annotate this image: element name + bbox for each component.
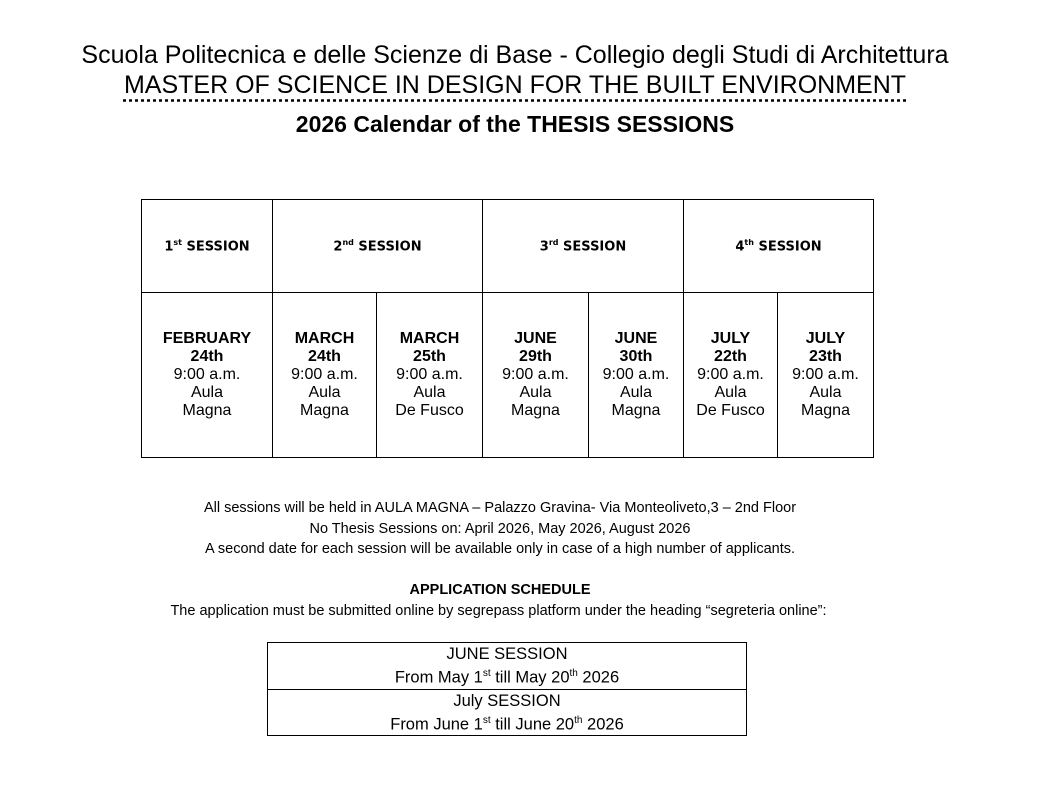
session-header-2: 2nd SESSION (273, 200, 483, 293)
session-date-cell: JULY 22th 9:00 a.m. Aula De Fusco (684, 293, 778, 458)
application-cell: JUNE SESSION From May 1st till May 20th 2026 (268, 643, 747, 690)
application-cell: July SESSION From June 1st till June 20th 2026 (268, 689, 747, 736)
program-title-text: MASTER OF SCIENCE IN DESIGN FOR THE BUILT ENVIRONMENT (123, 71, 907, 99)
second-date-note: A second date for each session will be available only in case of a high number of applicants. (204, 541, 796, 557)
session-date-cell: MARCH 25th 9:00 a.m. Aula De Fusco (377, 293, 483, 458)
session-header-4: 4th SESSION (684, 200, 874, 293)
application-description: The application must be submitted online by segrepass platform under the heading “segreteria online”: (170, 603, 827, 619)
sessions-table (141, 199, 874, 458)
session-date-cell: JUNE 29th 9:00 a.m. Aula Magna (483, 293, 589, 458)
school-title: Scuola Politecnica e delle Scienze di Base - Collegio degli Studi di Architettura (81, 41, 949, 69)
application-row (268, 643, 747, 690)
session-date-cell: JUNE 30th 9:00 a.m. Aula Magna (589, 293, 684, 458)
session-header-3: 3rd SESSION (483, 200, 684, 293)
application-table (267, 642, 747, 736)
program-title (0, 71, 1030, 100)
venue-note: All sessions will be held in AULA MAGNA – Palazzo Gravina- Via Monteoliveto,3 – 2nd Floor (203, 500, 797, 516)
session-date-cell: JULY 23th 9:00 a.m. Aula Magna (778, 293, 874, 458)
no-sessions-note: No Thesis Sessions on: April 2026, May 2026, August 2026 (309, 521, 691, 537)
application-row (268, 689, 747, 736)
application-schedule-title: APPLICATION SCHEDULE (409, 582, 591, 598)
session-header-1: 1st SESSION (142, 200, 273, 293)
session-date-cell: FEBRUARY 24th 9:00 a.m. Aula Magna (142, 293, 273, 458)
session-date-cell: MARCH 24th 9:00 a.m. Aula Magna (273, 293, 377, 458)
calendar-title: 2026 Calendar of the THESIS SESSIONS (295, 111, 735, 137)
